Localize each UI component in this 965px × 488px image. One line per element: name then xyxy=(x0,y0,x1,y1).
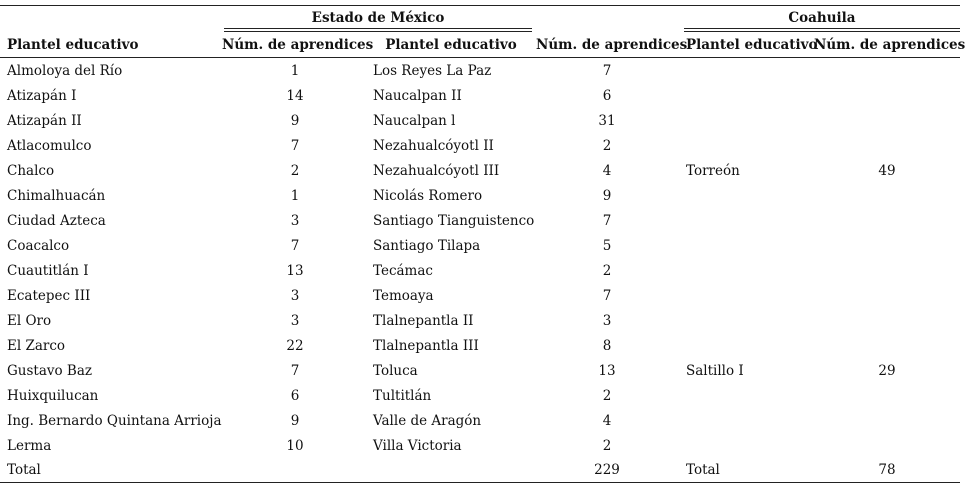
plantel-name: Lerma xyxy=(7,438,52,454)
plantel-name: Tecámac xyxy=(373,263,433,279)
aprendices-count: 3 xyxy=(290,213,300,229)
aprendices-count: 2 xyxy=(602,138,612,154)
aprendices-count: 13 xyxy=(598,363,616,379)
bottom-rule xyxy=(0,482,960,483)
aprendices-count: 4 xyxy=(602,413,612,429)
aprendices-count: 7 xyxy=(290,238,300,254)
plantel-name: Ing. Bernardo Quintana Arrioja xyxy=(7,413,222,429)
plantel-name: Valle de Aragón xyxy=(373,413,482,429)
aprendices-count: 9 xyxy=(602,188,612,204)
group-rule-coahuila-2 xyxy=(684,31,960,32)
plantel-name: Chimalhuacán xyxy=(7,188,106,204)
plantel-name: Tlalnepantla II xyxy=(373,313,474,329)
plantel-name: Atizapán I xyxy=(7,88,77,104)
plantel-name: Atizapán II xyxy=(7,113,82,129)
aprendices-count: 1 xyxy=(290,188,300,204)
aprendices-count: 22 xyxy=(286,338,304,354)
plantel-name: Nezahualcóyotl II xyxy=(373,138,494,154)
plantel-name: Santiago Tianguistenco xyxy=(373,213,535,229)
aprendices-count: 9 xyxy=(290,413,300,429)
plantel-name: Tlalnepantla III xyxy=(373,338,479,354)
aprendices-count: 7 xyxy=(290,138,300,154)
plantel-name: Nicolás Romero xyxy=(373,188,483,204)
aprendices-count: 29 xyxy=(878,363,896,379)
plantel-name: Nezahualcóyotl III xyxy=(373,163,500,179)
plantel-name: Cuautitlán I xyxy=(7,263,89,279)
plantel-name: Atlacomulco xyxy=(7,138,92,154)
plantel-name: Toluca xyxy=(373,363,418,379)
plantel-name: Huixquilucan xyxy=(7,388,99,404)
plantel-name: Torreón xyxy=(686,163,740,179)
plantel-name: Temoaya xyxy=(373,288,434,304)
total-coahuila: 78 xyxy=(878,462,896,478)
total-label-left: Total xyxy=(7,462,41,478)
aprendices-count: 2 xyxy=(602,263,612,279)
plantel-name: El Oro xyxy=(7,313,52,329)
group-rule-estado-2 xyxy=(224,31,532,32)
aprendices-count: 7 xyxy=(290,363,300,379)
aprendices-count: 9 xyxy=(290,113,300,129)
aprendices-count: 7 xyxy=(602,288,612,304)
plantel-name: Naucalpan l xyxy=(373,113,456,129)
aprendices-count: 3 xyxy=(602,313,612,329)
group-header-coahuila: Coahuila xyxy=(788,10,856,26)
aprendices-count: 14 xyxy=(286,88,304,104)
plantel-name: Gustavo Baz xyxy=(7,363,93,379)
plantel-name: Tultitlán xyxy=(373,388,432,404)
group-rule-estado xyxy=(224,28,532,29)
aprendices-count: 31 xyxy=(598,113,616,129)
aprendices-count: 8 xyxy=(602,338,612,354)
aprendices-count: 10 xyxy=(286,438,304,454)
aprendices-count: 5 xyxy=(602,238,612,254)
col-header-plantel-2: Plantel educativo xyxy=(385,37,517,53)
plantel-name: El Zarco xyxy=(7,338,66,354)
aprendices-count: 2 xyxy=(602,438,612,454)
aprendices-count: 2 xyxy=(290,163,300,179)
plantel-name: Los Reyes La Paz xyxy=(373,63,492,79)
aprendices-count: 7 xyxy=(602,63,612,79)
group-header-estado: Estado de México xyxy=(311,10,445,26)
col-header-num-3: Núm. de aprendices xyxy=(814,37,965,53)
aprendices-count: 2 xyxy=(602,388,612,404)
plantel-name: Villa Victoria xyxy=(373,438,462,454)
plantel-name: Chalco xyxy=(7,163,55,179)
aprendices-count: 6 xyxy=(602,88,612,104)
plantel-name: Ecatepec III xyxy=(7,288,91,304)
col-header-num-1: Núm. de aprendices xyxy=(222,37,374,53)
aprendices-count: 1 xyxy=(290,63,300,79)
plantel-name: Saltillo I xyxy=(686,363,744,379)
top-rule xyxy=(0,5,960,6)
total-label-right: Total xyxy=(686,462,720,478)
plantel-name: Coacalco xyxy=(7,238,70,254)
aprendices-count: 6 xyxy=(290,388,300,404)
col-header-plantel-3: Plantel educativo xyxy=(686,37,818,53)
plantel-name: Naucalpan II xyxy=(373,88,462,104)
aprendices-count: 7 xyxy=(602,213,612,229)
header-rule xyxy=(0,57,960,58)
aprendices-count: 3 xyxy=(290,313,300,329)
aprendices-count: 3 xyxy=(290,288,300,304)
col-header-plantel-1: Plantel educativo xyxy=(7,37,139,53)
aprendices-count: 4 xyxy=(602,163,612,179)
col-header-num-2: Núm. de aprendices xyxy=(536,37,688,53)
plantel-name: Ciudad Azteca xyxy=(7,213,106,229)
plantel-name: Santiago Tilapa xyxy=(373,238,481,254)
total-estado: 229 xyxy=(594,462,620,478)
aprendices-count: 13 xyxy=(286,263,304,279)
aprendices-count: 49 xyxy=(878,163,896,179)
plantel-name: Almoloya del Río xyxy=(7,63,123,79)
group-rule-coahuila xyxy=(684,28,960,29)
